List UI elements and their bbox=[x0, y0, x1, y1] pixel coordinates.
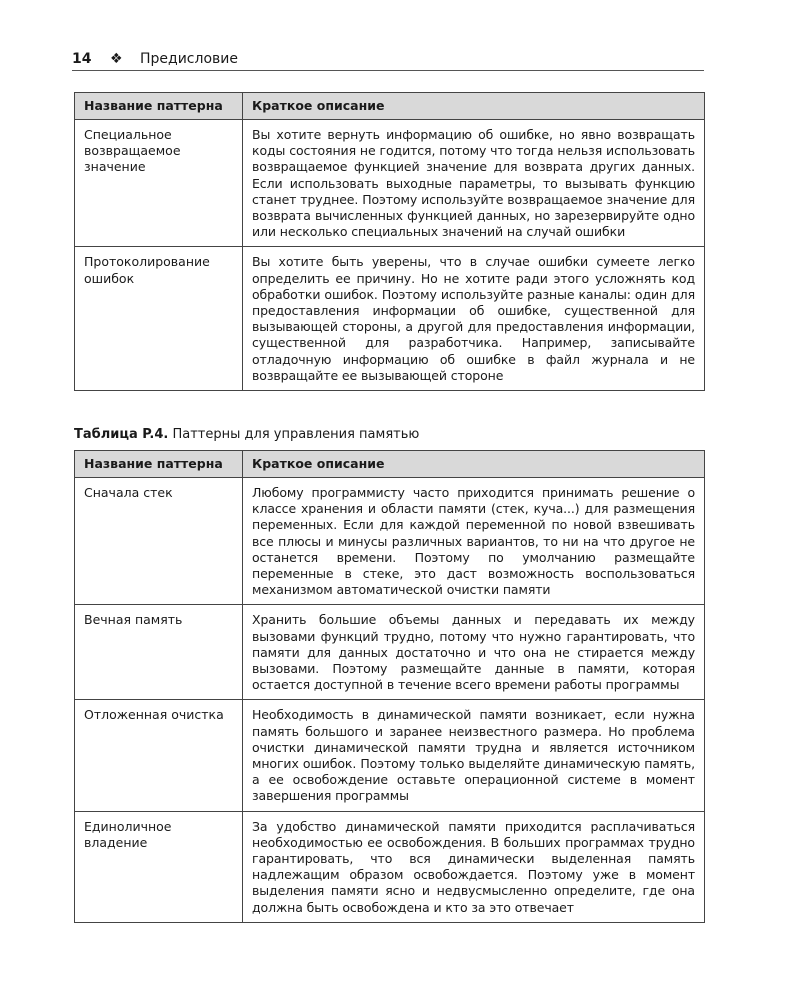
page-number: 14 bbox=[72, 51, 92, 67]
table-caption-label: Таблица P.4. bbox=[74, 427, 169, 442]
pattern-name: Вечная память bbox=[75, 605, 243, 700]
patterns-table-memory bbox=[74, 450, 705, 923]
pattern-name: Сначала стек bbox=[75, 478, 243, 605]
table-row bbox=[75, 120, 705, 247]
pattern-description: Любому программисту часто приходится принимать решение о классе хранения и области памяти (стек, куча...) для размещения переменных. Если для каждой переменной по новой взвешивать все плюсы и минусы различных вариантов, то ни на что другое не останется времени. Поэтому по умолчанию размещайте переменные в стеке, это даст возможность воспользоваться механизмом автоматической очистки памяти bbox=[243, 478, 705, 605]
table-caption-text: Паттерны для управления памятью bbox=[168, 427, 420, 442]
patterns-table-errors bbox=[74, 92, 705, 391]
pattern-name: Отложенная очистка bbox=[75, 700, 243, 811]
running-header bbox=[72, 48, 704, 71]
pattern-description: За удобство динамической памяти приходится расплачиваться необходимостью ее освобождения. В больших программах трудно гарантировать, что вся динамически выделенная память надлежащим образом освобождается. Поэтому уже в момент выделения памяти ясно и недвусмысленно определите, где она должна быть освобождена и кто за это отвечает bbox=[243, 811, 705, 922]
column-header-description: Краткое описание bbox=[243, 93, 705, 120]
column-header-name: Название паттерна bbox=[75, 451, 243, 478]
ornament-icon: ❖ bbox=[110, 51, 123, 67]
column-header-name: Название паттерна bbox=[75, 93, 243, 120]
table-row bbox=[75, 478, 705, 605]
pattern-name: Единоличное владение bbox=[75, 811, 243, 922]
column-header-description: Краткое описание bbox=[243, 451, 705, 478]
pattern-name: Специальное возвращаемое значение bbox=[75, 120, 243, 247]
pattern-description: Необходимость в динамической памяти возникает, если нужна память большого и заранее неизвестного размера. Но проблема очистки динамической памяти трудна и является источником многих ошибок. Поэтому только выделяйте динамическую память, а ее освобождение оставьте операционной системе в момент завершения программы bbox=[243, 700, 705, 811]
table-caption bbox=[74, 427, 419, 442]
pattern-description: Вы хотите вернуть информацию об ошибке, но явно возвращать коды состояния не годится, потому что тогда нельзя использовать возвращаемое функцией значение для возврата других данных. Если использовать выходные параметры, то вызывать функцию станет труднее. Поэтому используйте возвращаемое значение для возврата вычисленных функцией данных, но зарезервируйте одно или несколько специальных значений на случай ошибки bbox=[243, 120, 705, 247]
pattern-description: Вы хотите быть уверены, что в случае ошибки сумеете легко определить ее причину. Но не хотите ради этого усложнять код обработки ошибок. Поэтому используйте разные каналы: один для предоставления информации об ошибке, существенной для вызывающей стороны, а другой для предоставления информации, существенной для разработчика. Например, записывайте отладочную информацию об ошибке в файл журнала и не возвращайте ее вызывающей стороне bbox=[243, 247, 705, 391]
pattern-name: Протоколирование ошибок bbox=[75, 247, 243, 391]
pattern-description: Хранить большие объемы данных и передавать их между вызовами функций трудно, потому что нужно гарантировать, что памяти для данных достаточно и что она не стирается между вызовами. Поэтому размещайте данные в памяти, которая остается доступной в течение всего времени работы программы bbox=[243, 605, 705, 700]
section-title: Предисловие bbox=[140, 51, 238, 67]
table-row bbox=[75, 605, 705, 700]
table-header-row bbox=[75, 451, 705, 478]
table-row bbox=[75, 811, 705, 922]
table-header-row bbox=[75, 93, 705, 120]
table-row bbox=[75, 247, 705, 391]
table-row bbox=[75, 700, 705, 811]
